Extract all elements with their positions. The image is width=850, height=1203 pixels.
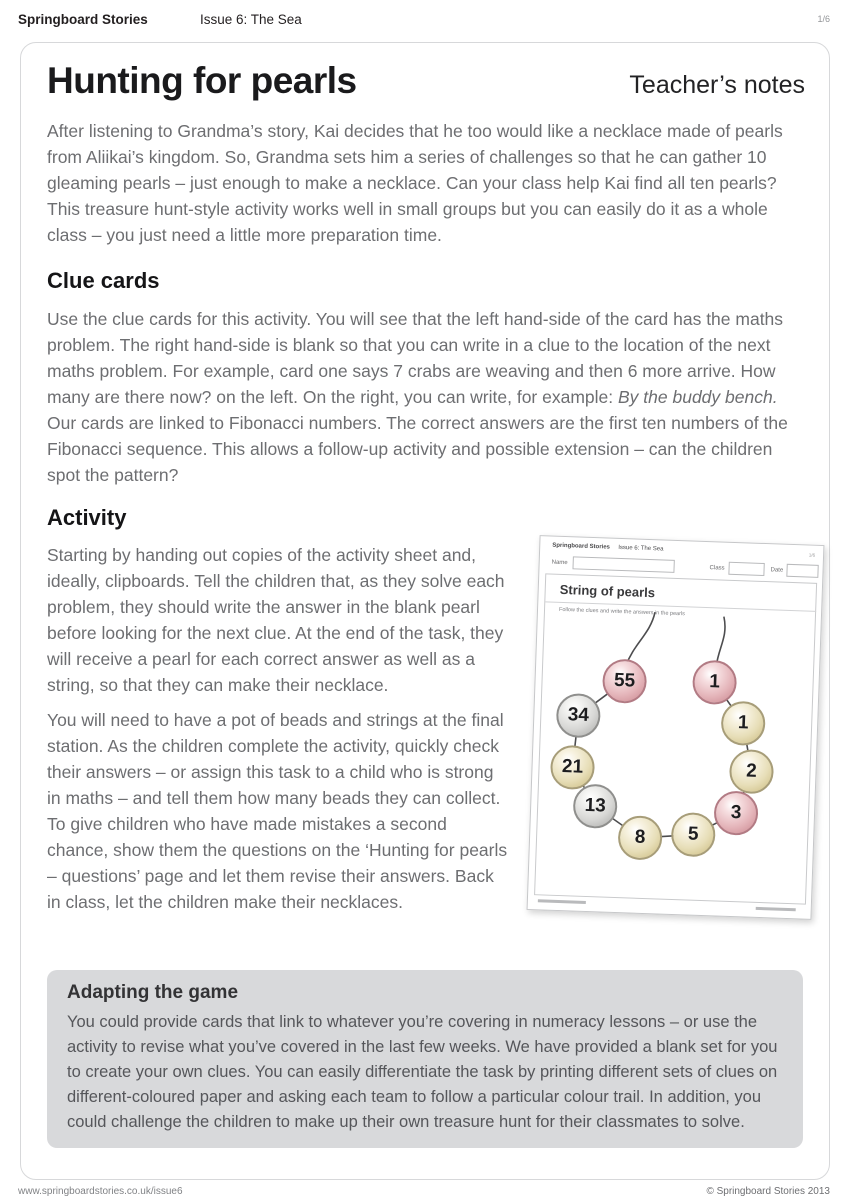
clue-cards-text-1: Use the clue cards for this activity. You will see that the left hand-side of the card has the maths problem. The right hand-side is blank so that you can write in a clue to the location of the next maths problem. For example, card one says 7 crabs are weaving and then 6 more arrive. How many are there now? on the left. On the right, you can write, for example:	[47, 309, 784, 407]
header-issue: Issue 6: The Sea	[200, 12, 302, 27]
necklace-bead: 21	[550, 745, 596, 791]
worksheet-header-issue: Issue 6: The Sea	[618, 544, 664, 553]
worksheet-date-label: Date	[770, 567, 784, 574]
title-row	[47, 60, 805, 102]
adapting-heading: Adapting the game	[67, 982, 239, 1003]
adapting-body: You could provide cards that link to whatever you’re covering in numeracy lessons – or use the activity to revise what you’ve covered in the last few weeks. We have provided a blank set for you to create your own clues. You can easily differentiate the task by printing different sets of clues on different-coloured paper and asking each team to follow a particular colour trail. In addition, you could challenge the children to make up their own treasure hunt for their classmates to solve.	[67, 1013, 778, 1131]
page-subtitle: Teacher’s notes	[629, 71, 805, 99]
document-header	[0, 12, 850, 32]
activity-heading: Activity	[47, 505, 127, 530]
worksheet-page-number: 1/6	[808, 552, 816, 558]
clue-cards-heading: Clue cards	[47, 268, 160, 293]
worksheet-subtitle: Follow the clues and write the answers in the pearls	[558, 606, 686, 618]
worksheet-class-label: Class	[709, 565, 725, 572]
necklace-bead: 55	[602, 658, 648, 704]
worksheet-header-brand: Springboard Stories	[552, 542, 611, 551]
page-title: Hunting for pearls	[47, 60, 357, 101]
header-page-number: 1/6	[817, 14, 830, 24]
necklace-bead: 2	[729, 749, 775, 795]
clue-cards-paragraph	[47, 306, 809, 488]
document-footer	[0, 1186, 850, 1200]
activity-paragraph-2: You will need to have a pot of beads and strings at the final station. As the children complete the activity, quickly check their answers – or assign this task to a child who is strong in maths – and tell them how many beads they can collect. To give children who have made mistakes a second chance, show them the questions on the ‘Hunting for pearls – questions’ page and let them revise their answers. Back in class, let the children make their necklaces.	[47, 710, 508, 912]
necklace-bead: 5	[671, 812, 717, 858]
worksheet-thumbnail	[527, 535, 825, 920]
necklace-bead: 34	[556, 693, 602, 739]
necklace-bead: 3	[713, 790, 759, 836]
necklace-bead: 8	[617, 815, 663, 861]
adapting-the-game-box	[47, 970, 803, 1148]
worksheet-name-label: Name	[551, 559, 568, 567]
necklace-bead: 1	[720, 701, 766, 747]
necklace-bead: 13	[572, 783, 618, 829]
header-brand: Springboard Stories	[18, 12, 148, 27]
footer-url: www.springboardstories.co.uk/issue6	[18, 1186, 183, 1197]
intro-paragraph: After listening to Grandma’s story, Kai decides that he too would like a necklace made of pearls from Aliikai’s kingdom. So, Grandma sets him a series of challenges so that he can gather 10 gleaming pearls – just enough to make a necklace. Can your class help Kai find all ten pearls? This treasure hunt-style activity works well in small groups but you can easily do it as a whole class – you just need a little more preparation time.	[47, 121, 783, 245]
clue-cards-italic-example: By the buddy bench.	[618, 387, 778, 407]
necklace-bead: 1	[692, 660, 738, 706]
clue-cards-text-2: Our cards are linked to Fibonacci numbers. The correct answers are the first ten numbers of the Fibonacci sequence. This allows a follow-up activity and possible extension – can the children spot the pattern?	[47, 413, 788, 485]
footer-copyright: © Springboard Stories 2013	[706, 1186, 830, 1197]
activity-paragraph-1: Starting by handing out copies of the activity sheet and, ideally, clipboards. Tell the children that, as they solve each problem, they should write the answer in the blank pearl before looking for the next clue. At the end of the task, they will receive a pearl for each correct answer as well as a string, so that they can make their necklace.	[47, 545, 505, 695]
worksheet-title: String of pearls	[559, 581, 656, 601]
